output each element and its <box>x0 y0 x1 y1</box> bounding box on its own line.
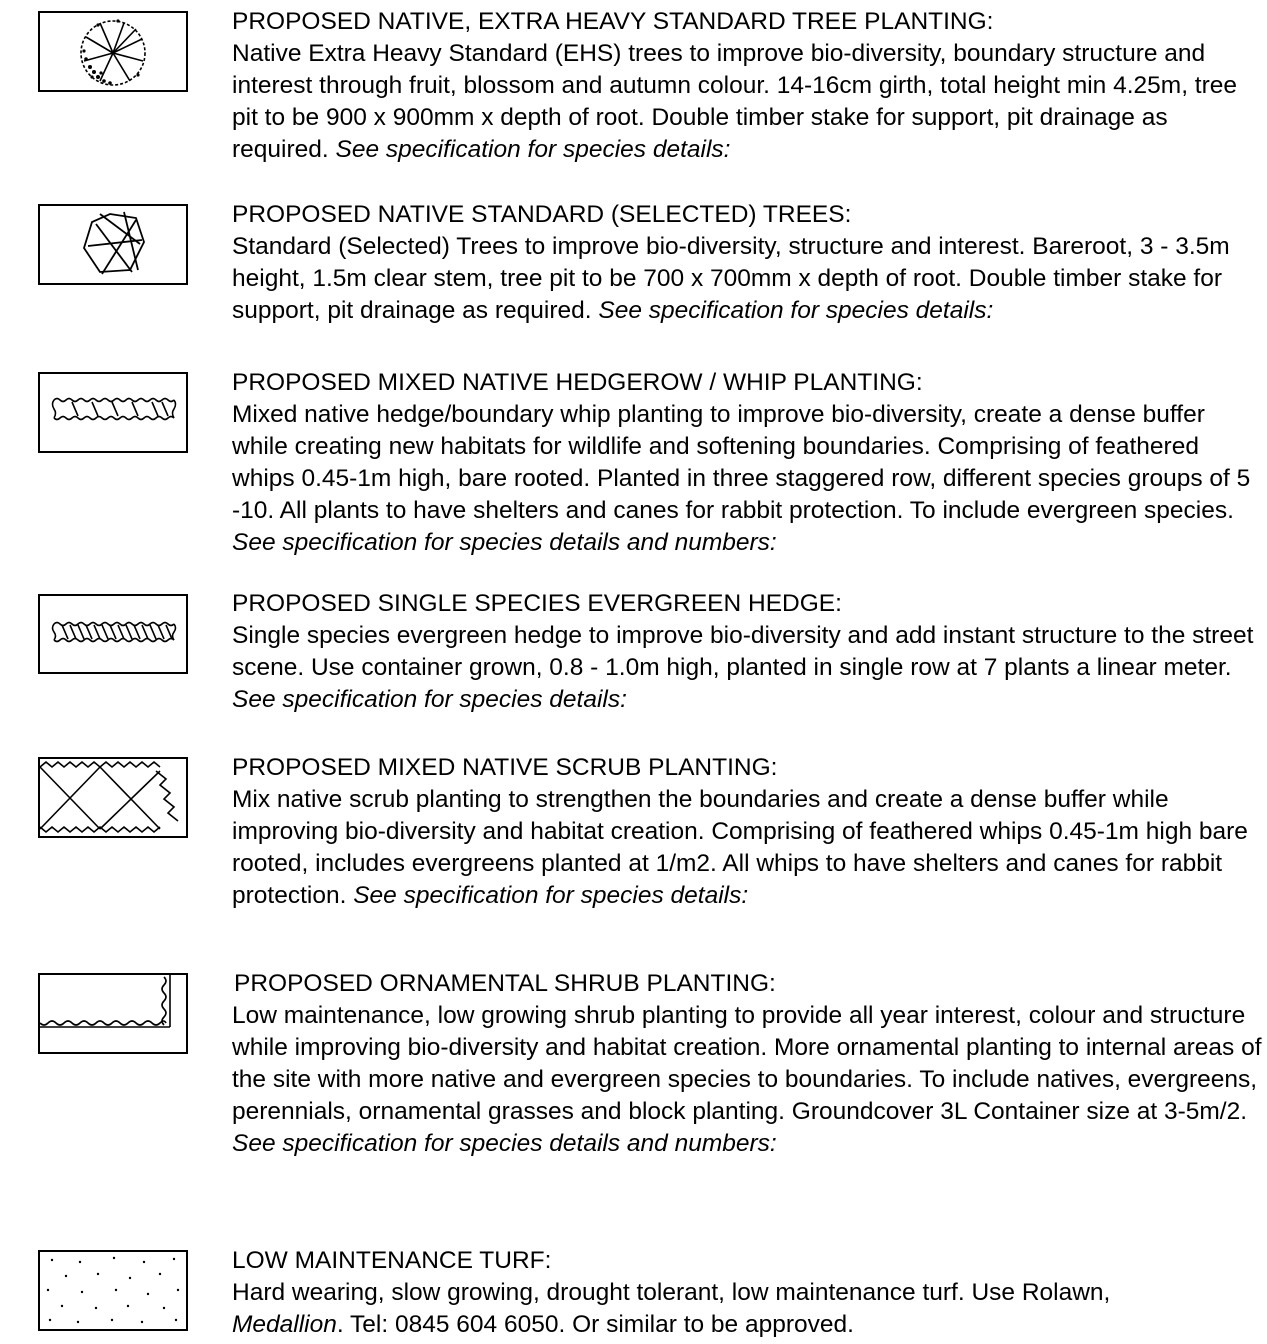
scrub-symbol <box>38 757 188 839</box>
description-body: Native Extra Heavy Standard (EHS) trees to improve bio-diversity, boundary structure and interest through fruit, blossom and autumn colour. 14-16cm girth, total height min 4.25m, tree pit to be 900 x 900mm x depth of root. Double timber stake for support, pit drainage as required. <box>232 40 1238 163</box>
legend-text <box>232 6 1267 166</box>
see-specification-note: See specification for species details and numbers: <box>232 1130 777 1157</box>
see-specification-note: See specification for species details: <box>335 136 731 163</box>
description-body: Low maintenance, low growing shrub planting to provide all year interest, colour and structure while improving bio-diversity and habitat creation. More ornamental planting to internal areas of the site with more native and evergreen species to boundaries. To include natives, evergreens, perennials, ornamental grasses and block planting. Groundcover 3L Container size at 3-5m/2. <box>232 1002 1262 1125</box>
shrub-symbol <box>38 973 188 1055</box>
description-body: Hard wearing, slow growing, drought tolerant, low maintenance turf. Use Rolawn, <box>232 1279 1111 1306</box>
see-specification-note: See specification for species details: <box>232 686 627 713</box>
legend-text <box>232 367 1267 559</box>
legend-description <box>232 620 1267 716</box>
legend-text <box>232 752 1267 912</box>
legend-text <box>232 588 1267 716</box>
standard-tree-symbol <box>38 204 188 286</box>
legend-description <box>232 1000 1267 1160</box>
legend-description <box>232 1277 1267 1341</box>
product-name: Medallion <box>232 1311 337 1338</box>
description-body: Standard (Selected) Trees to improve bio-diversity, structure and interest. Bareroot, 3 - 3.5m height, 1.5m clear stem, tree pit to be 700 x 700mm x depth of root. Double timber stake for support, pit drainage as required. <box>232 233 1230 324</box>
see-specification-note: See specification for species details: <box>598 297 994 324</box>
turf-symbol <box>38 1250 188 1332</box>
legend-text <box>234 968 1267 1160</box>
see-specification-note: See specification for species details and numbers: <box>232 529 777 556</box>
contact-note: . Tel: 0845 604 6050. Or similar to be approved. <box>336 1311 854 1338</box>
legend-title: PROPOSED NATIVE STANDARD (SELECTED) TREES: <box>232 201 852 228</box>
legend-description <box>232 399 1267 559</box>
legend-description <box>232 38 1267 166</box>
legend-description <box>232 784 1267 912</box>
legend-title: PROPOSED MIXED NATIVE HEDGEROW / WHIP PLANTING: <box>232 369 923 396</box>
legend-title: PROPOSED SINGLE SPECIES EVERGREEN HEDGE: <box>232 590 842 617</box>
description-body: Single species evergreen hedge to improve bio-diversity and add instant structure to the street scene. Use container grown, 0.8 - 1.0m high, planted in single row at 7 plants a linear meter. <box>232 622 1254 681</box>
extra-heavy-standard-tree-symbol <box>38 11 188 93</box>
see-specification-note: See specification for species details: <box>353 882 749 909</box>
legend-text <box>232 1245 1267 1341</box>
evergreen-hedge-symbol <box>38 594 188 674</box>
legend-title: PROPOSED NATIVE, EXTRA HEAVY STANDARD TREE PLANTING: <box>232 8 994 35</box>
legend-text <box>232 199 1267 327</box>
legend-title: LOW MAINTENANCE TURF: <box>232 1247 552 1274</box>
hedgerow-symbol <box>38 372 188 454</box>
legend-title: PROPOSED MIXED NATIVE SCRUB PLANTING: <box>232 754 778 781</box>
description-body: Mixed native hedge/boundary whip planting to improve bio-diversity, create a dense buffer while creating new habitats for wildlife and softening boundaries. Comprising of feathered whips 0.45-1m high, bare rooted. Planted in three staggered row, different species groups of 5 -10. All plants to have shelters and canes for rabbit protection. To include evergreen species. <box>232 401 1251 524</box>
legend-title: PROPOSED ORNAMENTAL SHRUB PLANTING: <box>234 970 776 997</box>
legend-description <box>232 231 1267 327</box>
description-body: Mix native scrub planting to strengthen the boundaries and create a dense buffer while improving bio-diversity and habitat creation. Comprising of feathered whips 0.45-1m high bare rooted, includes evergreens planted at 1/m2. All whips to have shelters and canes for rabbit protection. <box>232 786 1248 909</box>
